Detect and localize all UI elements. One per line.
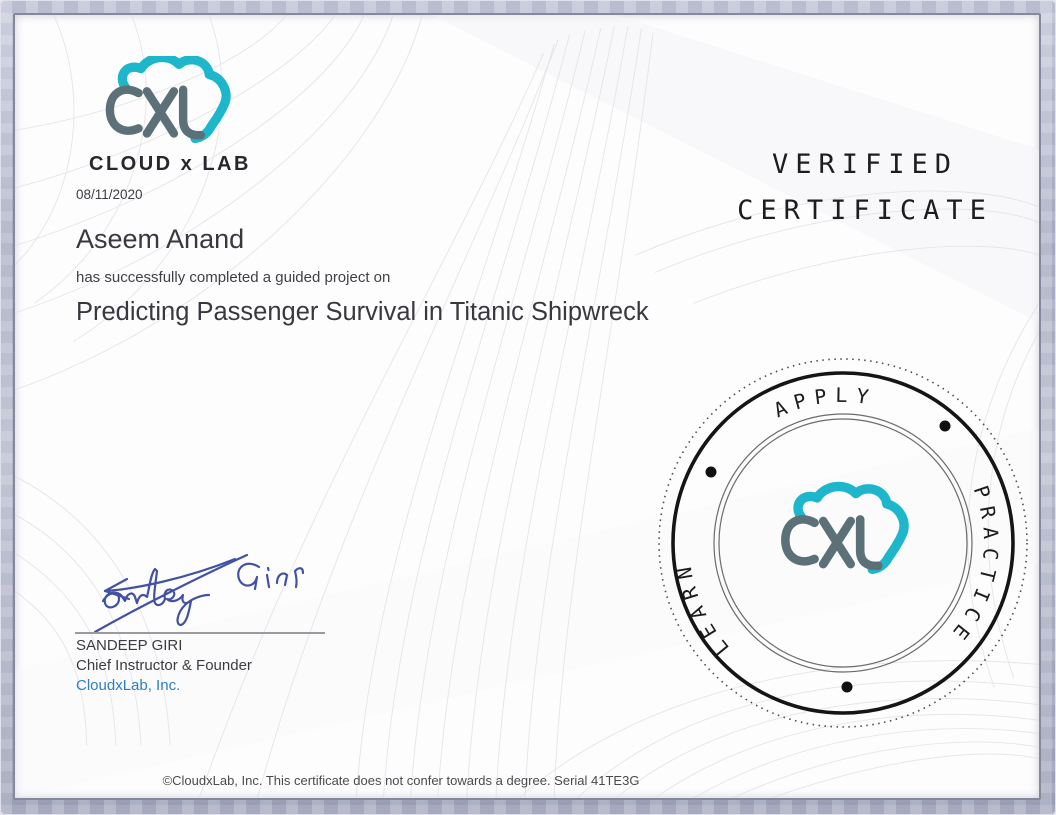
course-title: Predicting Passenger Survival in Titanic Shipwreck	[76, 298, 649, 326]
seal-word-learn: LEARN	[670, 557, 734, 661]
seal-word-apply: APPLY	[770, 382, 879, 423]
seal-dot	[940, 421, 951, 432]
seal-outer-ring	[670, 373, 1013, 713]
seal-inner-ring-2	[719, 419, 967, 667]
signature-line	[75, 632, 325, 634]
signer-name: SANDEEP GIRI	[76, 637, 183, 654]
seal-dot	[842, 682, 853, 693]
recipient-name: Aseem Anand	[76, 224, 245, 254]
verified-line: VERIFIED	[771, 149, 959, 180]
seal-inner-ring	[714, 414, 972, 672]
verified-certificate-label	[715, 142, 1015, 234]
completion-statement: has successfully completed a guided project on	[76, 269, 391, 286]
seal-word-practice: PRACTICE	[943, 482, 1004, 651]
signature-image	[75, 539, 327, 635]
brand-name: CLOUD x LAB	[89, 153, 251, 175]
disclaimer: ©CloudxLab, Inc. This certificate does not confer towards a degree. Serial 41TE3G	[162, 773, 640, 788]
certificate	[13, 13, 1041, 800]
seal-cxl-logo-icon	[785, 487, 904, 570]
signer-organization: CloudxLab, Inc.	[76, 677, 181, 694]
cloudxlab-logo-icon	[88, 56, 248, 157]
certificate-line: CERTIFICATE	[737, 195, 993, 226]
certificate-date: 08/11/2020	[76, 187, 143, 202]
signer-title: Chief Instructor & Founder	[76, 657, 252, 674]
seal-dot	[706, 467, 717, 478]
certificate-seal	[653, 353, 1035, 735]
